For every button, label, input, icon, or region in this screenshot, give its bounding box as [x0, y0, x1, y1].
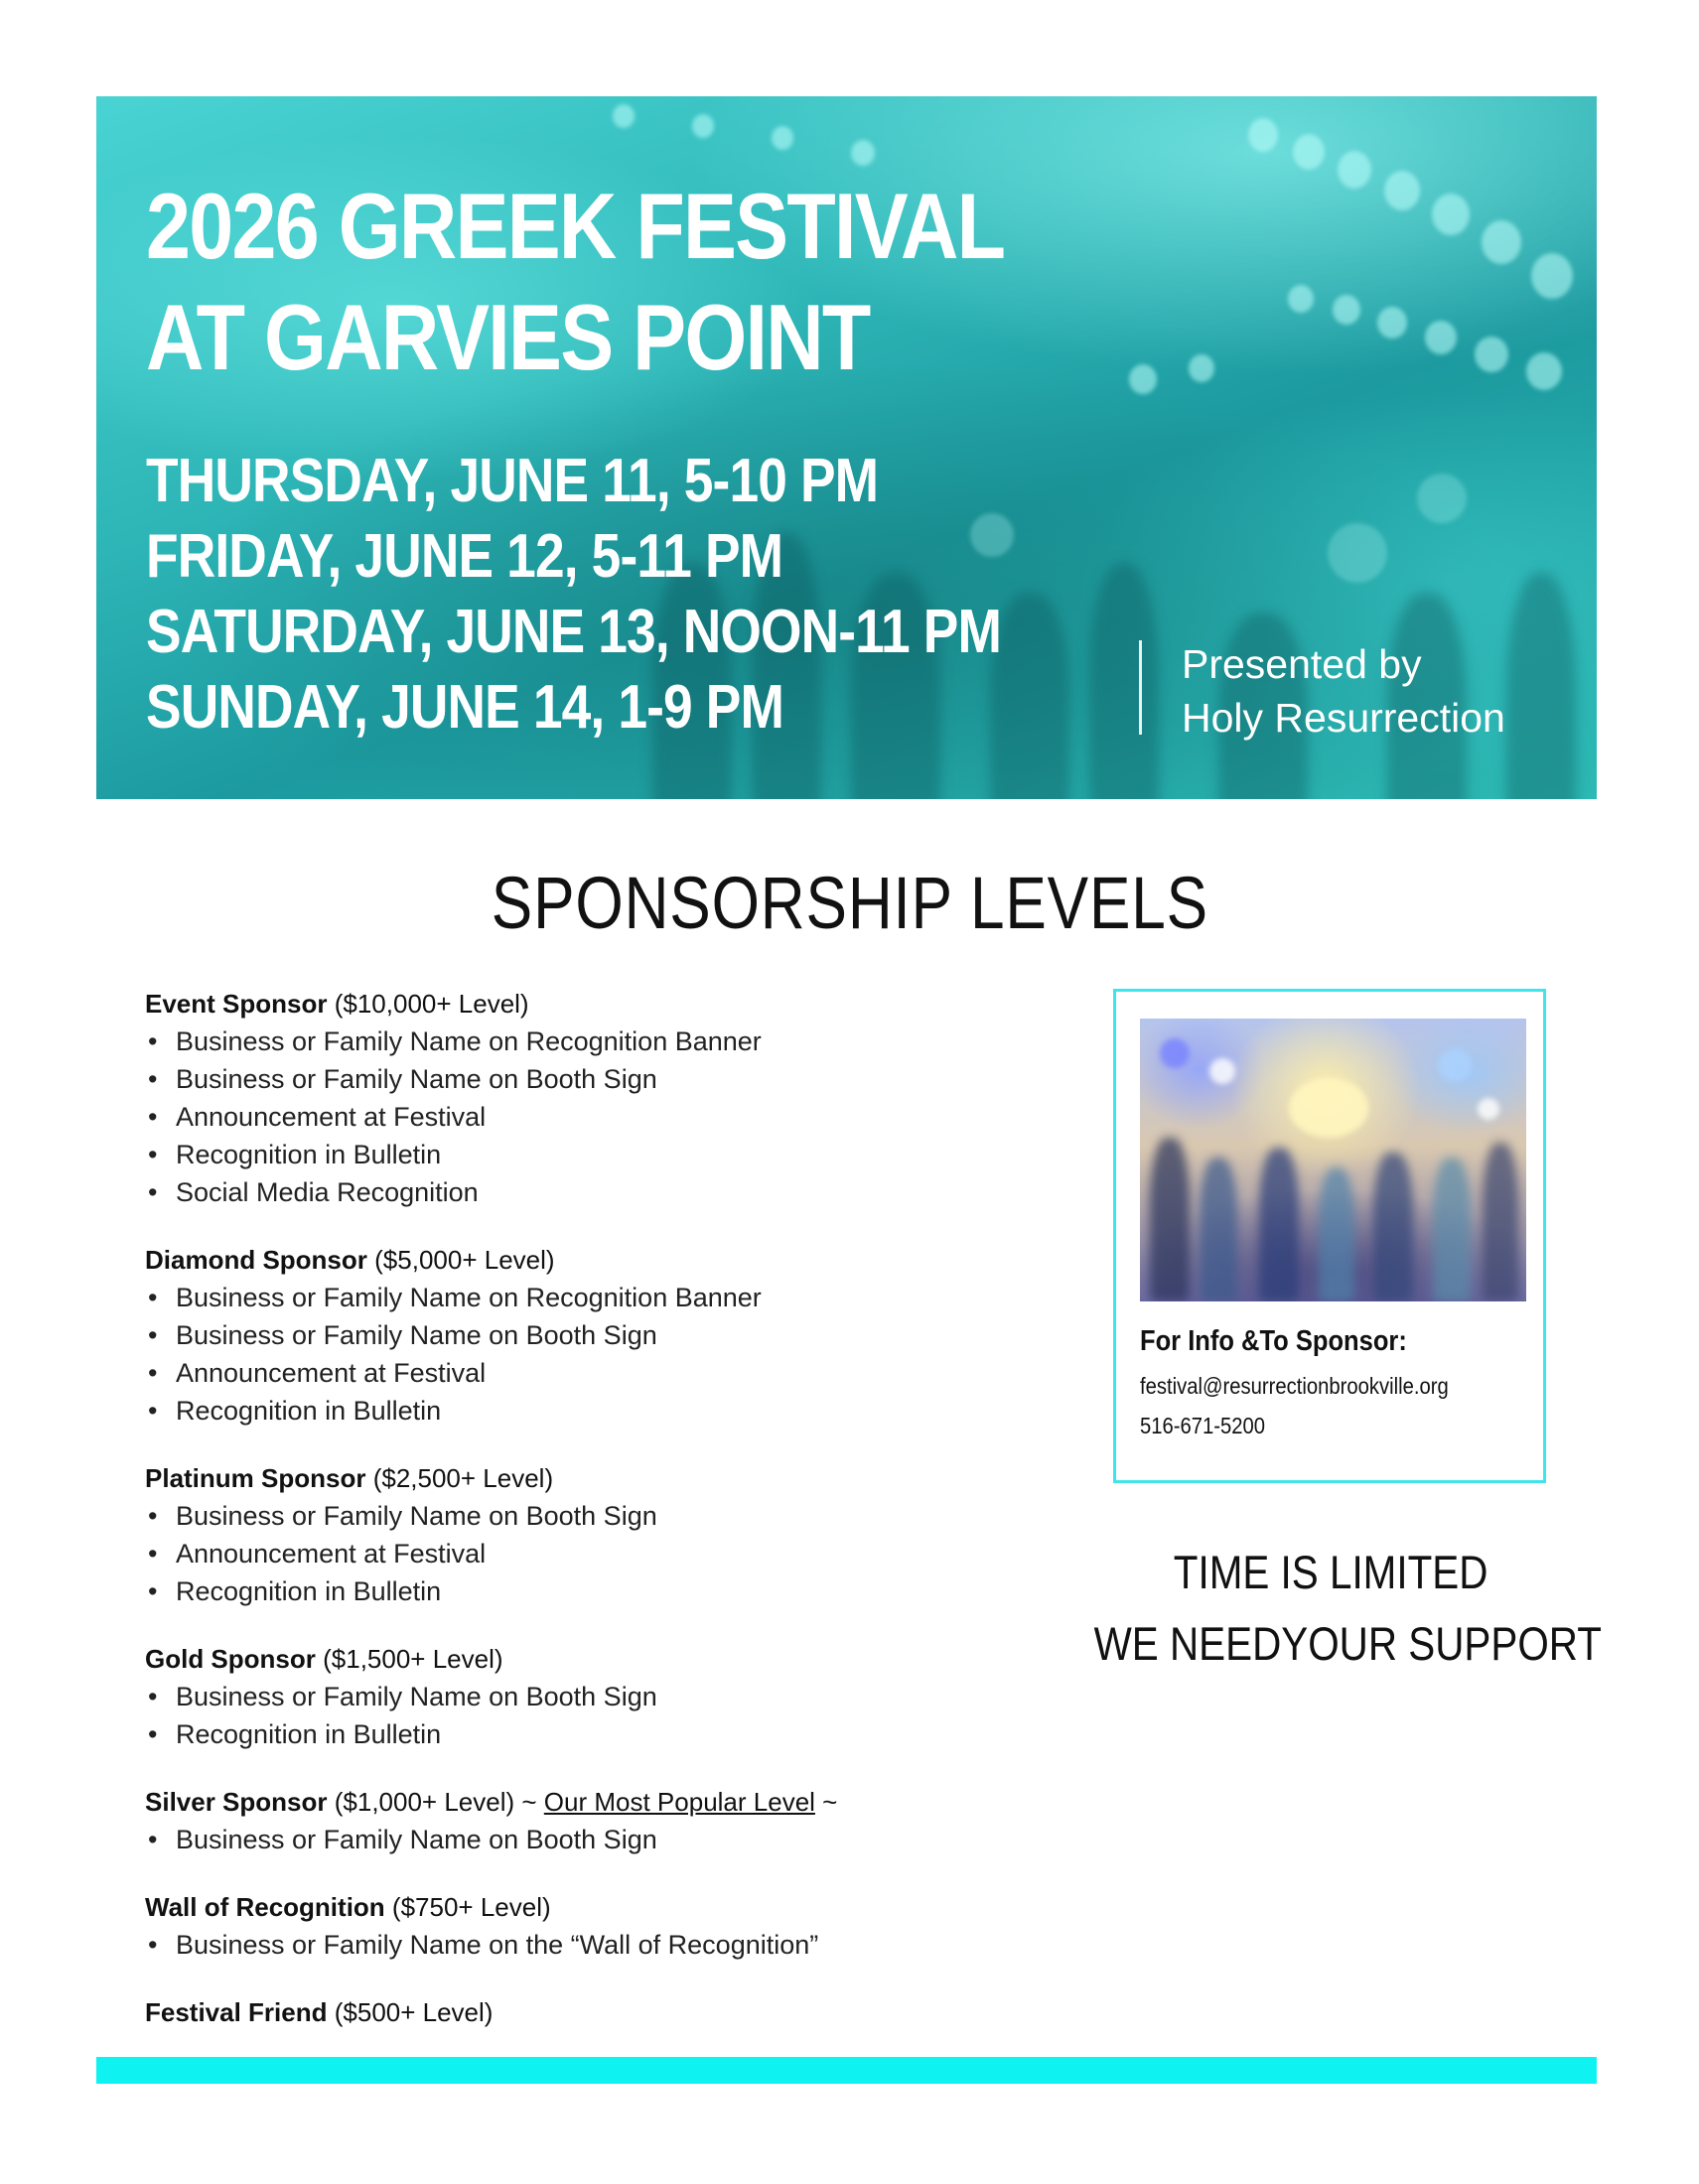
benefit-text: Recognition in Bulletin: [176, 1576, 442, 1606]
bullet-icon: •: [148, 1576, 158, 1606]
sponsor-info-box: [1113, 989, 1546, 1483]
festival-dates: [146, 444, 1001, 746]
benefit-text: Business or Family Name on Booth Sign: [176, 1501, 657, 1531]
level-name: Silver Sponsor: [145, 1787, 328, 1817]
level-heading: [145, 1783, 1088, 1821]
info-title: For Info &To Sponsor:: [1140, 1325, 1407, 1357]
photo-light: [1160, 1038, 1190, 1068]
level-name: Gold Sponsor: [145, 1644, 316, 1674]
benefit-text: Social Media Recognition: [176, 1177, 479, 1207]
benefit-list: [145, 1678, 1088, 1753]
callout-line2-text: WE NEEDYOUR SUPPORT: [1093, 1617, 1602, 1670]
bokeh-light: [1417, 474, 1467, 523]
bokeh-light: [1482, 220, 1521, 264]
info-email[interactable]: festival@resurrectionbrookville.org: [1140, 1373, 1449, 1399]
benefit-item: [145, 1023, 1088, 1060]
crowd-silhouette: [1089, 563, 1159, 799]
bullet-icon: •: [148, 1283, 158, 1312]
bullet-icon: •: [148, 1501, 158, 1531]
info-phone[interactable]: 516-671-5200: [1140, 1413, 1266, 1438]
benefit-list: [145, 1926, 1088, 1964]
benefit-text: Recognition in Bulletin: [176, 1140, 442, 1169]
presented-by-line2: Holy Resurrection: [1182, 695, 1505, 741]
level-amount: ($750+ Level): [391, 1892, 551, 1922]
presented-by-line1: Presented by: [1182, 641, 1422, 687]
level-amount: ($5,000+ Level): [374, 1245, 555, 1275]
crowd-silhouette: [990, 593, 1069, 799]
bokeh-light: [1432, 194, 1470, 235]
festival-date-thursday: THURSDAY, JUNE 11, 5-10 PM: [146, 447, 879, 515]
benefit-text: Business or Family Name on Booth Sign: [176, 1320, 657, 1350]
level-heading: [145, 1640, 1088, 1678]
bullet-icon: •: [148, 1320, 158, 1350]
benefit-list: [145, 1023, 1088, 1211]
benefit-item: [145, 1497, 1088, 1535]
level-heading: [145, 1241, 1088, 1279]
level-heading: [145, 1888, 1088, 1926]
festival-title-line2: AT GARVIES POINT: [146, 285, 870, 389]
festival-date-saturday: SATURDAY, JUNE 13, NOON-11 PM: [146, 598, 1002, 666]
popular-level-note: [521, 1787, 837, 1817]
bokeh-light: [1338, 151, 1371, 189]
festival-title: [146, 171, 1004, 393]
bokeh-light: [1531, 253, 1573, 299]
bokeh-light: [1475, 337, 1508, 372]
festival-banner: [96, 96, 1597, 799]
benefit-text: Recognition in Bulletin: [176, 1396, 442, 1426]
benefit-item: [145, 1060, 1088, 1098]
bullet-icon: •: [148, 1539, 158, 1569]
level-amount: ($1,000+ Level): [334, 1787, 515, 1817]
support-callout: [1053, 1537, 1609, 1680]
bokeh-light: [1288, 285, 1314, 313]
bokeh-light: [1328, 523, 1387, 583]
festival-date-friday: FRIDAY, JUNE 12, 5-11 PM: [146, 522, 783, 591]
benefit-item: [145, 1098, 1088, 1136]
crowd-silhouette: [1506, 573, 1576, 799]
level-amount: ($2,500+ Level): [372, 1463, 554, 1493]
bullet-icon: •: [148, 1358, 158, 1388]
benefit-text: Announcement at Festival: [176, 1102, 487, 1132]
section-heading: [0, 862, 1699, 945]
level-event: [145, 985, 1088, 1211]
bokeh-light: [1293, 134, 1325, 170]
bokeh-light: [1526, 352, 1562, 390]
benefit-text: Announcement at Festival: [176, 1539, 487, 1569]
benefit-text: Recognition in Bulletin: [176, 1719, 442, 1749]
callout-line2: [1053, 1608, 1609, 1680]
benefit-text: Business or Family Name on Booth Sign: [176, 1064, 657, 1094]
level-platinum: [145, 1459, 1088, 1610]
bokeh-light: [851, 140, 875, 166]
photo-person: [1373, 1153, 1413, 1301]
footer-accent-bar: [96, 2057, 1597, 2084]
benefit-text: Business or Family Name on Booth Sign: [176, 1682, 657, 1711]
bokeh-light: [1129, 364, 1157, 394]
presented-divider: [1139, 640, 1142, 735]
popular-level-text: Our Most Popular Level: [543, 1787, 815, 1817]
bullet-icon: •: [148, 1140, 158, 1169]
level-festival-friend: [145, 1993, 1088, 2031]
bokeh-light: [613, 104, 635, 128]
bokeh-light: [1384, 171, 1420, 210]
level-heading: [145, 1993, 1088, 2031]
bullet-icon: •: [148, 1064, 158, 1094]
bokeh-light: [1377, 307, 1407, 339]
photo-person: [1150, 1138, 1190, 1301]
level-wall-of-recognition: [145, 1888, 1088, 1964]
benefit-list: [145, 1279, 1088, 1430]
level-amount: ($1,500+ Level): [323, 1644, 503, 1674]
benefit-item: [145, 1279, 1088, 1316]
photo-light: [1438, 1048, 1472, 1082]
benefit-item: [145, 1572, 1088, 1610]
benefit-list: [145, 1821, 1088, 1858]
benefit-text: Business or Family Name on Recognition Banner: [176, 1026, 762, 1056]
section-heading-text: SPONSORSHIP LEVELS: [491, 862, 1208, 944]
benefit-list: [145, 1497, 1088, 1610]
bokeh-light: [1189, 354, 1214, 382]
sponsorship-levels: [145, 985, 1088, 2061]
callout-line1-text: TIME IS LIMITED: [1173, 1546, 1488, 1598]
bullet-icon: •: [148, 1102, 158, 1132]
benefit-item: [145, 1392, 1088, 1430]
benefit-item: [145, 1715, 1088, 1753]
bokeh-light: [692, 114, 714, 138]
level-amount: ($500+ Level): [334, 1997, 494, 2027]
benefit-item: [145, 1678, 1088, 1715]
photo-person: [1483, 1143, 1518, 1301]
bokeh-light: [1333, 295, 1360, 325]
level-silver: [145, 1783, 1088, 1858]
popular-note-prefix: ~: [521, 1787, 537, 1817]
festival-photo: [1140, 1019, 1526, 1301]
benefit-item: [145, 1535, 1088, 1572]
level-diamond: [145, 1241, 1088, 1430]
photo-light: [1478, 1098, 1499, 1120]
bokeh-light: [772, 126, 793, 150]
level-heading: [145, 985, 1088, 1023]
bullet-icon: •: [148, 1026, 158, 1056]
bullet-icon: •: [148, 1719, 158, 1749]
festival-title-line1: 2026 GREEK FESTIVAL: [146, 174, 1005, 278]
benefit-item: [145, 1136, 1088, 1173]
benefit-text: Business or Family Name on Booth Sign: [176, 1825, 657, 1854]
level-name: Festival Friend: [145, 1997, 328, 2027]
level-name: Platinum Sponsor: [145, 1463, 366, 1493]
callout-line1: [1053, 1537, 1609, 1608]
level-gold: [145, 1640, 1088, 1753]
level-name: Event Sponsor: [145, 989, 328, 1019]
benefit-item: [145, 1316, 1088, 1354]
popular-note-suffix: ~: [822, 1787, 838, 1817]
benefit-item: [145, 1354, 1088, 1392]
presented-by: [1182, 637, 1505, 745]
bokeh-light: [1248, 118, 1278, 152]
benefit-text: Announcement at Festival: [176, 1358, 487, 1388]
bokeh-light: [1425, 321, 1457, 354]
festival-date-sunday: SUNDAY, JUNE 14, 1-9 PM: [146, 673, 784, 742]
bullet-icon: •: [148, 1825, 158, 1854]
bullet-icon: •: [148, 1682, 158, 1711]
photo-light: [1289, 1078, 1368, 1138]
bullet-icon: •: [148, 1930, 158, 1960]
level-amount: ($10,000+ Level): [334, 989, 529, 1019]
benefit-text: Business or Family Name on Recognition Banner: [176, 1283, 762, 1312]
photo-person: [1319, 1167, 1354, 1301]
level-name: Diamond Sponsor: [145, 1245, 367, 1275]
level-heading: [145, 1459, 1088, 1497]
bullet-icon: •: [148, 1396, 158, 1426]
benefit-text: Business or Family Name on the “Wall of Recognition”: [176, 1930, 819, 1960]
bullet-icon: •: [148, 1177, 158, 1207]
benefit-item: [145, 1821, 1088, 1858]
photo-person: [1259, 1148, 1299, 1301]
photo-person: [1433, 1158, 1471, 1301]
benefit-item: [145, 1926, 1088, 1964]
level-name: Wall of Recognition: [145, 1892, 385, 1922]
benefit-item: [145, 1173, 1088, 1211]
photo-person: [1200, 1158, 1237, 1301]
photo-light: [1209, 1058, 1235, 1084]
